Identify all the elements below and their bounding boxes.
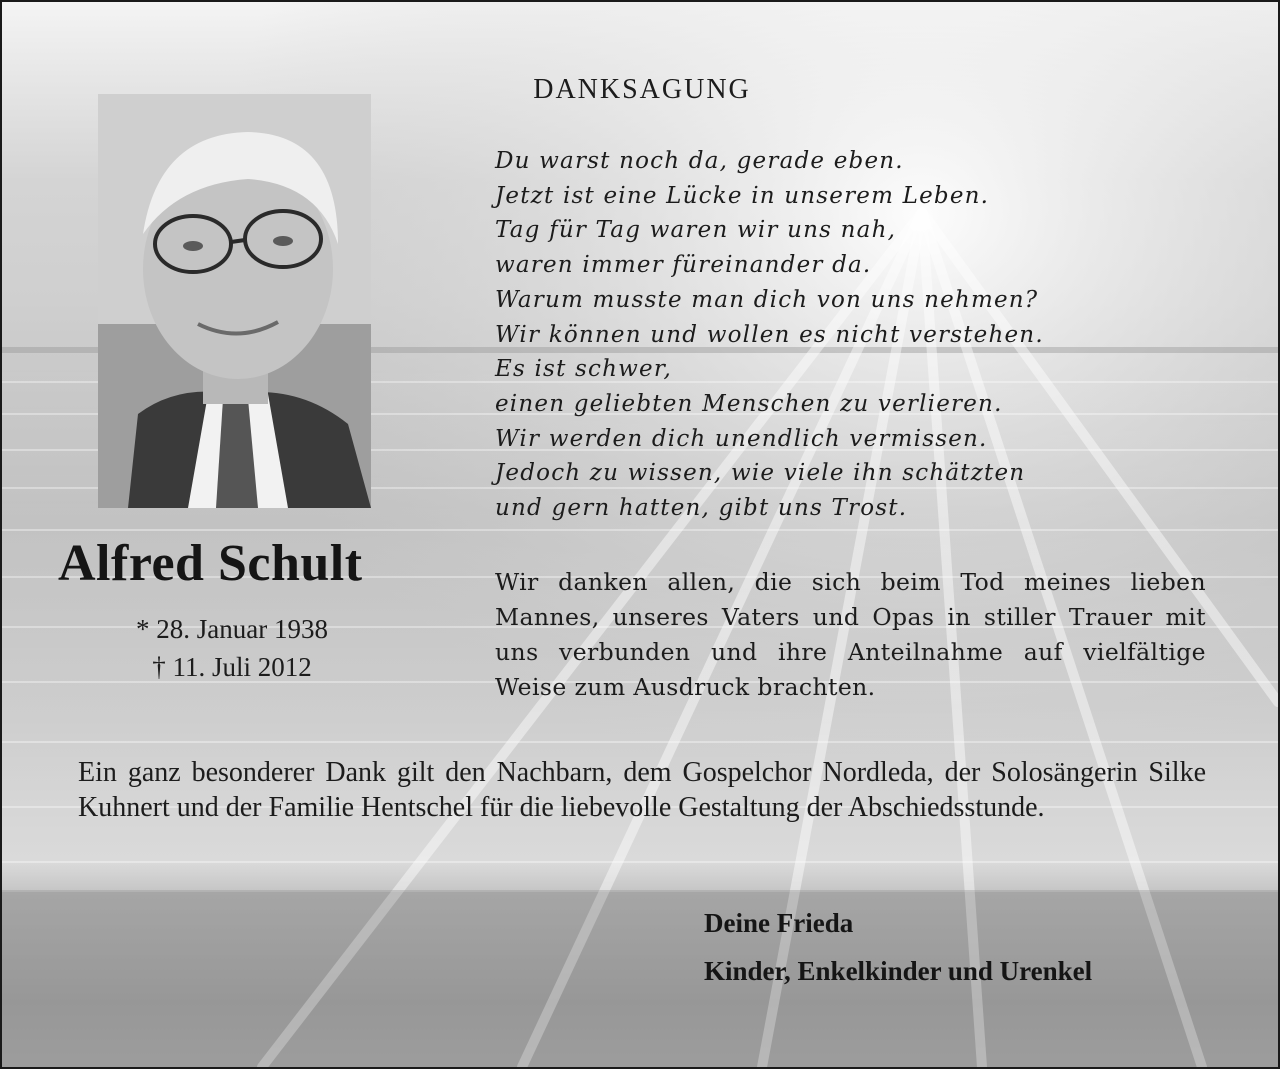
poem-line: Es ist schwer, [495,356,672,383]
deceased-name: Alfred Schult [58,535,363,592]
death-date: † 11. Juli 2012 [152,652,312,682]
poem-line: einen geliebten Menschen zu verlieren. [495,390,1003,417]
portrait-photo-icon [98,94,371,508]
poem-line: Jedoch zu wissen, wie viele ihn schätzten [495,460,1026,487]
poem-line: Warum musste man dich von uns nehmen? [495,286,1039,313]
life-dates [72,610,392,686]
poem-line: und gern hatten, gibt uns Trost. [495,495,908,522]
portrait-photo [98,94,371,508]
poem-line: Jetzt ist eine Lücke in unserem Leben. [495,182,990,209]
poem-line: Wir werden dich unendlich vermissen. [495,425,988,452]
thanks-paragraph: Wir danken allen, die sich beim Tod meines lieben Mannes, unseres Vaters und Opas in stiller Trauer mit uns verbunden und ihre Anteilnahme auf vielfältige Weise zum Ausdruck brachten. [495,568,1206,701]
poem-line: Tag für Tag waren wir uns nah, [495,217,897,244]
birth-date: * 28. Januar 1938 [136,614,328,644]
poem-line: Du warst noch da, gerade eben. [495,148,904,174]
poem-line: Wir können und wollen es nicht verstehen. [495,321,1044,348]
special-thanks-paragraph: Ein ganz besonderer Dank gilt den Nachbarn, dem Gospelchor Nordleda, der Solosängerin Silke Kuhnert und der Familie Hentschel für die liebevolle Gestaltung der Abschiedsstunde. [78,757,1206,823]
heading-text: DANKSAGUNG [533,74,751,105]
signature-line-2: Kinder, Enkelkinder und Urenkel [704,956,1093,986]
signature-line-1: Deine Frieda [704,908,854,938]
poem-line: waren immer füreinander da. [495,252,872,279]
poem [495,144,1215,526]
